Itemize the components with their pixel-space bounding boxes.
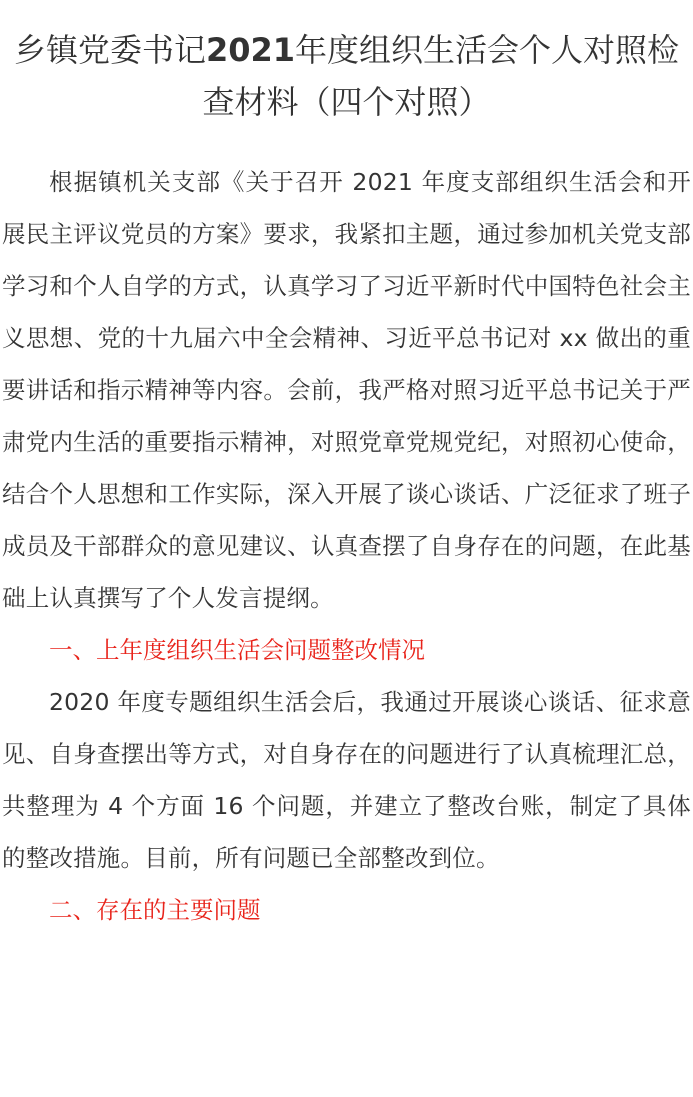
section-heading-main-problems: 二、存在的主要问题 xyxy=(49,896,261,924)
title-suffix: 年度组织生活会个人对照检查材料（四个对照） xyxy=(202,31,680,121)
document-title xyxy=(2,24,691,128)
title-year: 2021 xyxy=(205,31,296,69)
section-heading-rectification: 一、上年度组织生活会问题整改情况 xyxy=(49,636,425,664)
rectification-paragraph: 2020 年度专题组织生活会后，我通过开展谈心谈话、征求意见、自身查摆出等方式，对自身存在的问题进行了认真梳理汇总，共整理为 4 个方面 16 个问题，并建立了整改台账，制定了具体的整改措施。目前，所有问题已全部整改到位。 xyxy=(2,688,691,872)
intro-paragraph: 根据镇机关支部《关于召开 2021 年度支部组织生活会和开展民主评议党员的方案》要求，我紧扣主题，通过参加机关党支部学习和个人自学的方式，认真学习了习近平新时代中国特色社会主义思想、党的十九届六中全会精神、习近平总书记对 xx 做出的重要讲话和指示精神等内容。会前，我严格对照习近平总书记关于严肃党内生活的重要指示精神，对照党章党规党纪，对照初心使命，结合个人思想和工作实际，深入开展了谈心谈话、广泛征求了班子成员及干部群众的意见建议、认真查摆了自身存在的问题，在此基础上认真撰写了个人发言提纲。 xyxy=(2,168,691,612)
title-prefix: 乡镇党委书记 xyxy=(13,31,206,69)
